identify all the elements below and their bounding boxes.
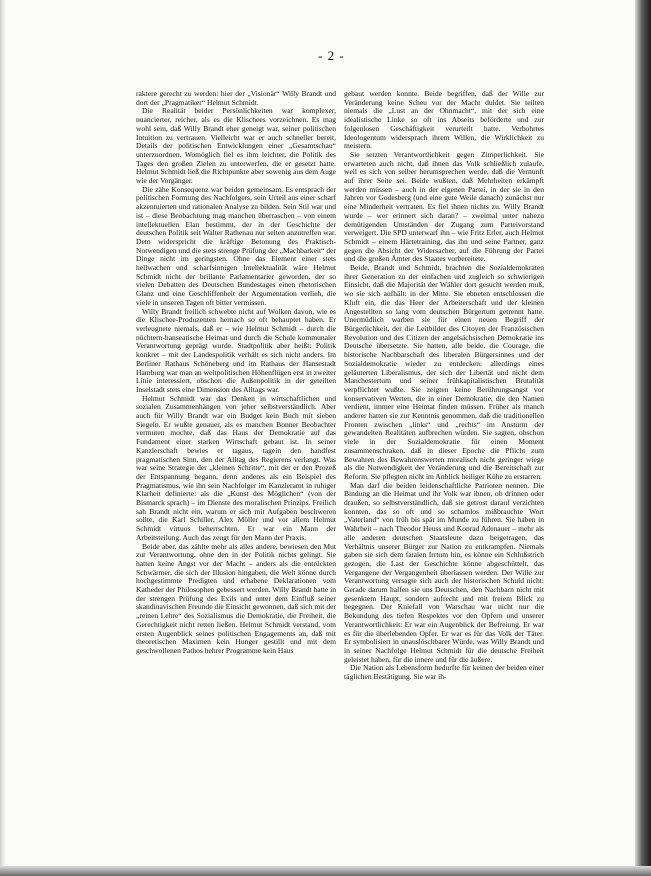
paragraph: Die Nation als Lebensform bedurfte für keinen der beiden einer täglichen Bestätigung. Sie war ih-	[344, 663, 544, 682]
scan-bottom-edge-shadow	[0, 866, 651, 876]
paragraph: raktere gerecht zu werden: hier der „Visionär“ Willy Brandt und dort der „Pragmatiker“ Helmut Schmidt.	[136, 89, 336, 107]
paragraph: Beide, Brandt und Schmidt, brachten die Sozialdemokraten ihrer Generation zu der einfachen und zugleich so schwierigen Einsicht, daß die Majorität der Wähler dort gesucht werden muß, wo sie sich aufhält: in der Mitte. Sie ebneten entschlossen die Kluft ein, die das Heer der Arbeiterschaft und der kleinen Angestellten so lang vom deutschen Bürgertum getrennt hatte. Unermüdlich warben sie für einen neuen Begriff der Bürgerlichkeit, der die Leitbilder des Citoyen der Französischen Revolution und des Citizen der angelsächsischen Demokratie ins Deutsche übersetzte. Sie hatten, alle beide, die Courage, die historische Nachbarschaft des liberalen Bürgersinnes und der Sozialdemokratie wieder zu entdecken: allerdings eines geläuterten Liberalismus, der sich der Libertät und nicht dem Manchestertum und seiner frühkapitalistischen Brutalität verpflichtet wußte. Sie zeigten keine Berührungsangst vor konservativen Werten, die in einer Demokratie, die den Namen verdient, immer eine Heimat finden müssen. Früher als manch anderer hatten sie zur Kenntnis genommen, daß die traditionellen Fronten zwischen „links“ und „rechts“ im Ansturm der gewandelten Realitäten aufbrechen würden. Sie sagten, obschon viele in der Sozialdemokratie für einen Moment zusammenschraken, daß in dieser Epoche die Pflicht zum Bewahren des Bewahrenswerten moralisch nicht geringer wiege als die Notwendigkeit der Veränderung und die Bereitschaft zur Reform. Sie pflegten nicht im Anblick heiliger Kühe zu erstarren.	[344, 263, 544, 481]
scan-left-shadow	[0, 0, 6, 876]
text-column-right	[344, 90, 544, 682]
scan-right-edge-shadow	[635, 0, 651, 876]
paragraph: gebaut werden konnte. Beide begriffen, daß der Wille zur Veränderung keine Scheu vor der Macht duldet. Sie teilten niemals die „Lust an der Ohnmacht“, mit der sich eine idealistische Linke so oft ins Abseits beförderte und zur folgenlosen Geschäftigkeit verurteilt hatte. Verbohrtes Ideologentum widersprach ihrem Willen, die Wirklichkeit zu meistern.	[344, 89, 544, 151]
page-number: - 2 -	[318, 48, 345, 63]
paragraph: Die zähe Konsequenz war beiden gemeinsam. Es entsprach der politischen Formung des Nachfolgers, sein Urteil aus einer scharf akzentuierten und rationalen Analyse zu bilden. Sein Stil war und ist – diese Beobachtung mag manchen überraschen – von einem intellektuellen Elan bestimmt, der in der Geschichte der deutschen Politik seit Walter Rathenau nur selten anzutreffen war. Dem widerspricht die kräftige Betonung des Praktisch-Notwendigen und die stets strenge Prüfung der „Machbarkeit“ der Dinge nicht im geringsten. Ohne das Element einer stets hellwachen und scharfsinnigen Intellektualität wäre Helmut Schmidt nicht der brillante Parlamentarier geworden, der so vielen Debatten des Deutschen Bundestages einen rhetorischen Glanz und eine Geschliffenheit der Argumentation verlieh, die viele in unseren Tagen oft bitter vermissen.	[136, 184, 336, 307]
text-column-left	[136, 90, 336, 656]
paragraph: Man darf die beiden leidenschaftliche Patrioten nennen. Die Bindung an die Heimat und ihr Volk war ihnen, ob drinnen oder draußen, so selbstverständlich, daß sie getrost darauf verzichten konnten, das so oft und so schamlos mißbrauchte Wort „Vaterland“ von früh bis spät im Munde zu führen. Sie haben in Wahrheit – nach Theodor Heuss und Konrad Adenauer – mehr als alle anderen deutschen Staatsleute dazu beigetragen, das Verhältnis unserer Bürger zur Nation zu entkrampfen. Niemals gaben sie sich dem fatalen Irrtum hin, es könne ein Schlußstrich gezogen, die Last der Geschichte könne abgeschüttelt, das Vergangene der Vergangenheit überlassen werden. Der Wille zur Verantwortung versagte sich auch der historischen Schuld nicht: Gerade darum halfen sie uns Deutschen, den Nachbarn nicht mit gesenktem Haupt, sondern aufrecht und mit freiem Blick zu begegnen. Der Kniefall von Warschau war nicht nur die Bekundung des tiefen Respektes vor den Opfern und unserer Verantwortlichkeit: Er war ein Augenblick der Befreiung. Er war es für die überlebenden Opfer. Er war es für das Volk der Täter. Er symbolisiert in unauslöschbarer Würde, was Willy Brandt und in seiner Nachfolge Helmut Schmidt für die deutsche Freiheit geleistet haben, für die innere und für die äußere.	[344, 480, 544, 664]
paragraph: Helmut Schmidt war das Denken in wirtschaftlichen und sozialen Zusammenhängen von jeher selbstverständlich. Aber auch für Willy Brandt war ein Budget kein Buch mit sieben Siegeln. Er wußte genauer, als es manchen Bonner Beobachter vermuten mochte, daß das Haus der Demokratie auf das Fundament einer starken Wirtschaft gebaut ist. In seiner Kanzlerschaft bewies er tagaus, tagein den handfest pragmatischen Sinn, den der Alltag des Regierens verlangt. Was war seine Strategie der „kleinen Schritte“, mit der er den Prozeß der Entspannung begann, denn anderes als ein Beispiel des Pragmatismus, wie ihn sein Nachfolger im Kanzleramt in ruhiger Klarheit definierte: als die „Kunst des Möglichen“ (von der Bismarck sprach) – im Dienste des moralischen Prinzips. Freilich sah Brandt nicht ein, warum er sich mit Aufgaben beschweren sollte, die Karl Schiller, Alex Möller und vor allem Helmut Schmidt virtuos beherrschten. Er war ein Mann der Arbeitsteilung. Auch das zeugt für den Mann der Praxis.	[136, 393, 336, 542]
paragraph: Sie setzten Verantwortlichkeit gegen Zimperlichkeit. Sie erwarteten auch nicht, daß ihnen das Volk schließlich zulaufe, weil es sich von selber herumsprechen werde, daß die Vernunft auf ihrer Seite sei. Beide wußten, daß Mehrheiten erkämpft werden müssen – auch in der eigenen Partei, in der sie in den Jahren vor Godesberg (und eine gute Weile danach) zunächst nur eine Minderheit vertraten. Es fiel ihnen nichts zu. Willy Brandt wurde – wer erinnert sich daran? – zweimal unter nahezu demütigenden Umständen der Zugang zum Parteivorstand verweigert. Die SPD unterwarf ihn – wie Fritz Erler, auch Helmut Schmidt – einem Härtetraining, das ihn und seine Partner, ganz gegen die Absicht der Widersacher, auf die Führung der Partei und die großen Ämter des Staates vorbereitete.	[344, 149, 544, 264]
paragraph: Beide aber, das zählte mehr als alles andere, bewiesen den Mut zur Verantwortung, ohne den in der Politik nichts gelingt. Sie hatten keine Angst vor der Macht – anders als die entrückten Schwärmer, die sich der Illusion hingaben, die Welt könne durch hochgestimmte Predigten und erhabene Deklarationen vom Katheder der Philosophen gebessert werden. Willy Brandt hatte in der strengen Prüfung des Exils und unter dem Einfluß seiner skandinavischen Freunde die Einsicht gewonnen, daß sich mit der „reinen Lehre“ des Sozialismus die Demokratie, die Freiheit, die Gerechtigkeit nicht retten ließen. Helmut Schmidt verstand, vom ersten Augenblick seines politischen Engagements an, daß mit theoretischen Maximen kein Hunger gestillt und mit dem geschwollenen Pathos hehrer Programme kein Haus	[136, 541, 336, 655]
paragraph: Willy Brandt freilich schwebte nicht auf Wolken davon, wie es die Klischee-Produzenten hernach so oft behauptet haben. Er verleugnete niemals, daß er – wie Helmut Schmidt – durch die nüchtern-hanseatische Heimat und durch die Schule kommunaler Verantwortung geprägt wurde. Stadtpolitik aber heißt: Politik konkret – mit der Landespolitik verhält es sich nicht anders. Im Berliner Rathaus Schöneberg und im Rathaus der Hansestadt Hamburg war man an weltpolitischen Höhenflügen erst in zweiter Linie interessiert, obschon die Außenpolitik in der geteilten Inselstadt stets eine Dimension des Alltags war.	[136, 306, 336, 394]
paragraph: Die Realität beider Persönlichkeiten war komplexer, nuancierter, reicher, als es die Klischees vorzeichnen. Es mag wohl sein, daß Willy Brandt eher geneigt war, seiner politischen Intuition zu vertrauen. Vielleicht war er auch schneller bereit, Details der politischen Entwicklungen einer „Gesamtschau“ unterzuordnen. Womöglich fiel es ihm leichter, die Politik des Tages den großen Zielen zu unterwerfen, die er gesetzt hatte. Helmut Schmidt ließ die Richtpunkte aber sowenig aus dem Auge wie der Vorgänger.	[136, 106, 336, 186]
